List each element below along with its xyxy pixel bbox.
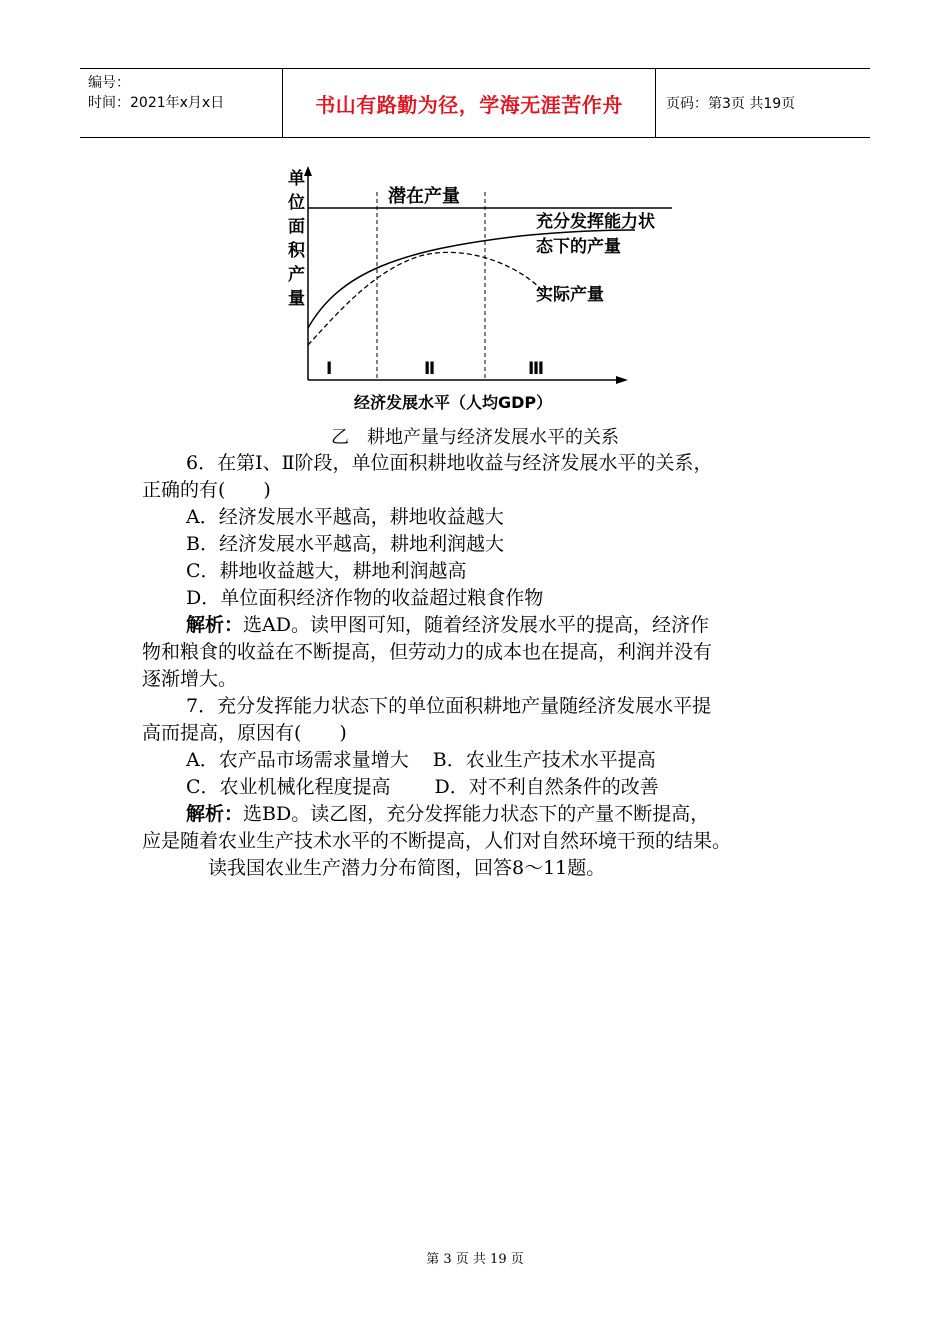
full-capacity-label: 态下的产量 [536,237,621,257]
x-axis-arrow [616,376,628,384]
q6-analysis-cont: 物和粮食的收益在不断提高，但劳动力的成本也在提高，利润并没有 [142,641,713,663]
ylabel-char: 面 [288,217,305,237]
q6-stem-cont: 正确的有( ) [142,479,271,501]
figure-caption: 乙 耕地产量与经济发展水平的关系 [331,427,619,448]
q6-option-b: B．经济发展水平越高，耕地利润越大 [186,533,504,555]
full-capacity-label: 充分发挥能力状 [536,212,655,232]
q6-analysis [142,612,832,639]
yield-chart [280,160,700,420]
stage-label: Ⅲ [528,359,545,379]
q7-stem: 7．充分发挥能力状态下的单位面积耕地产量随经济发展水平提 [186,695,712,717]
stage-label: Ⅱ [424,359,436,379]
analysis-label: 解析： [186,803,244,825]
ylabel-char: 积 [288,241,305,261]
q7-option-a: A．农产品市场需求量增大 [186,749,409,771]
q6-option-a: A．经济发展水平越高，耕地收益越大 [186,506,504,528]
ylabel-char: 单 [288,169,305,189]
q7-analysis-cont: 应是随着农业生产技术水平的不断提高，人们对自然环境干预的结果。 [142,830,732,852]
potential-label: 潜在产量 [388,186,460,207]
header-meta [80,69,282,137]
ylabel-char: 位 [288,193,305,213]
q6-option-d: D．单位面积经济作物的收益超过粮食作物 [186,587,544,609]
yield-figure [280,160,700,420]
q7-options-ab [142,747,832,774]
actual-yield-curve [308,252,540,345]
q7-analysis [142,801,832,828]
q7-option-d: D．对不利自然条件的改善 [434,776,659,798]
ylabel-char: 产 [288,265,305,285]
x-axis-label: 经济发展水平（人均GDP） [354,393,553,412]
q7-analysis-text: 选BD。读乙图，充分发挥能力状态下的产量不断提高， [243,803,710,825]
stage-label: Ⅰ [326,359,333,379]
q7-option-b: B．农业生产技术水平提高 [432,749,656,771]
q7-stem-cont: 高而提高，原因有( ) [142,722,347,744]
q6-analysis-cont: 逐渐增大。 [142,668,238,690]
q6-analysis-text: 选AD。读甲图可知，随着经济发展水平的提高，经济作 [243,614,709,636]
page-footer: 第 3 页 共 19 页 [426,1252,524,1267]
number-label: 编号： [88,75,130,91]
read-prompt: 读我国农业生产潜力分布简图，回答8～11题。 [208,857,606,879]
analysis-label: 解析： [186,614,244,636]
question-body [142,450,832,882]
q6-stem: 6．在第Ⅰ、Ⅱ阶段，单位面积耕地收益与经济发展水平的关系， [186,452,713,474]
q7-option-c: C．农业机械化程度提高 [186,776,391,798]
header-motto-cell [282,69,656,137]
actual-label: 实际产量 [536,285,604,305]
q7-options-cd [142,774,832,801]
motto: 书山有路勤为径，学海无涯苦作舟 [315,92,623,117]
ylabel-char: 量 [288,289,305,309]
page-label: 页码：第3页 共19页 [666,96,796,112]
page-header [80,68,870,138]
date-label: 时间：2021年x月x日 [88,95,225,111]
q6-option-c: C．耕地收益越大，耕地利润越高 [186,560,467,582]
y-axis-arrow [304,166,312,176]
